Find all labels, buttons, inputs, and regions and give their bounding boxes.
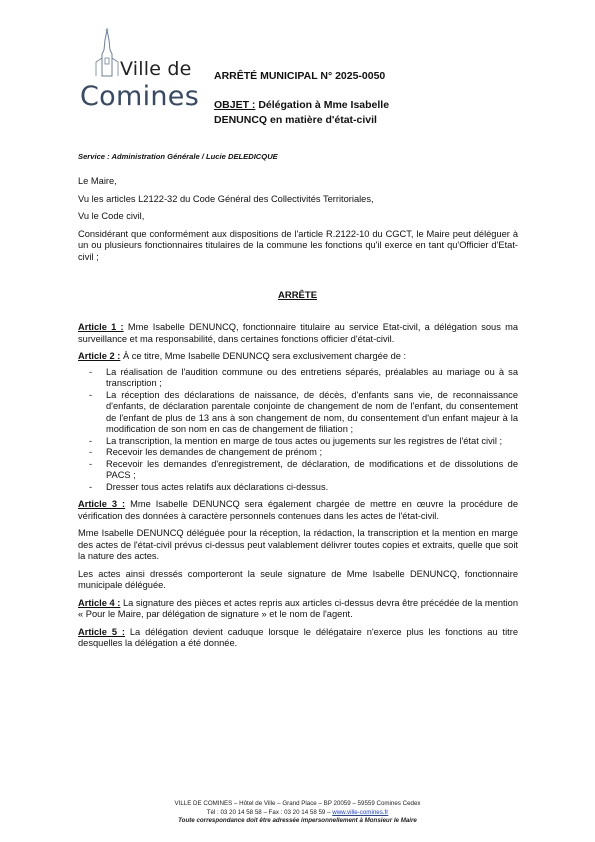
vu-cgct: Vu les articles L2122-32 du Code Général des Collectivités Territoriales,: [78, 193, 374, 204]
list-item: - Recevoir les demandes d'enregistrement, de déclaration, de modifications et de dissolutions de PACS ;: [78, 459, 518, 482]
article-4: [78, 598, 518, 621]
considerant: Considérant que conformément aux dispositions de l'article R.2122-10 du CGCT, le Maire peut déléguer à un ou plusieurs fonctionnaires titulaires de la commune les fonctions qu'il exerce en tant qu'Officier d'Etat-civil ;: [78, 228, 518, 262]
paragraph-delegation: Mme Isabelle DENUNCQ déléguée pour la réception, la rédaction, la transcription et la mention en marge des actes de l'état-civil prévus ci-dessus peut valablement délivrer toutes copies et extraits, quelle que soit la nature des actes.: [78, 528, 518, 561]
article-1: [78, 322, 518, 345]
subject-label: OBJET :: [214, 99, 256, 111]
church-steeple-icon: [92, 28, 122, 78]
articles: [78, 322, 518, 656]
vu-code-civil: Vu le Code civil,: [78, 211, 145, 221]
footer-contact: [0, 809, 595, 818]
website-link[interactable]: www.ville-comines.fr: [332, 808, 389, 816]
service-line: Service : Administration Générale / Lucie DELEDICQUE: [78, 152, 278, 161]
list-item: - Recevoir les demandes de changement de prénom ;: [78, 447, 518, 459]
footer-phone-fax: Tél : 03 20 14 58 58 – Fax : 03 20 14 58 59 –: [206, 808, 333, 816]
article-5: [78, 627, 518, 650]
article-5-label: Article 5 :: [78, 626, 125, 637]
preamble: [78, 176, 518, 269]
article-2: [78, 351, 518, 363]
article-3-text: Mme Isabelle DENUNCQ sera également chargée de mettre en œuvre la procédure de vérification des données à caractère personnels contenues dans les actes de l'état-civil.: [78, 499, 518, 521]
maire-line: Le Maire,: [78, 176, 117, 186]
paragraph-signature: Les actes ainsi dressés comporteront la seule signature de Mme Isabelle DENUNCQ, fonctionnaire municipale déléguée.: [78, 568, 518, 590]
article-5-text: La délégation devient caduque lorsque le délégataire n'exerce plus les fonctions au titre desquelles la délégation a été donnée.: [78, 626, 518, 648]
list-item: - La réalisation de l'audition commune ou des entretiens séparés, préalables au mariage ou à sa transcription ;: [78, 367, 518, 390]
decree-subject: [214, 98, 444, 128]
list-item: - Dresser tous actes relatifs aux déclarations ci-dessus.: [78, 482, 518, 494]
article-1-text: Mme Isabelle DENUNCQ, fonctionnaire titulaire au service Etat-civil, a délégation sous ma surveillance et ma responsabilité, dans certaines fonctions officier d'état-civil.: [78, 322, 518, 344]
article-1-label: Article 1 :: [78, 322, 124, 332]
article-4-text: La signature des pièces et actes repris aux articles ci-dessus devra être précédée de la mention « Pour le Maire, par délégation de signature » et le nom de l'agent.: [78, 597, 518, 619]
article-2-text: À ce titre, Mme Isabelle DENUNCQ sera exclusivement chargée de :: [120, 351, 407, 361]
logo-line-comines: Comines: [80, 81, 200, 112]
list-item: - La réception des déclarations de naissance, de décès, d'enfants sans vie, de reconnaissance d'enfants, de déclaration parentale conjointe de changement de nom de l'enfant, du consentement de l'enfant de plus de 13 ans à son changement de nom, du consentement d'un enfant majeur à la modification de son nom en cas de changement de filiation ;: [78, 390, 518, 436]
article-3: [78, 499, 518, 522]
logo-line-ville: Ville de: [120, 58, 192, 80]
footer-address: VILLE DE COMINES – Hôtel de Ville – Grand Place – BP 20059 – 59559 Comines Cedex: [174, 800, 421, 807]
city-logo: [80, 28, 200, 112]
article-4-label: Article 4 :: [78, 597, 121, 608]
page-footer: [0, 800, 595, 826]
decree-title: ARRÊTÉ MUNICIPAL N° 2025-0050: [214, 70, 386, 82]
list-item: - La transcription, la mention en marge de tous actes ou jugements sur les registres de l'état civil ;: [78, 436, 518, 448]
footer-note: Toute correspondance doit être adressée impersonnellement à Monsieur le Maire: [178, 817, 417, 824]
arrete-heading: ARRÊTE: [277, 290, 318, 301]
article-2-list: [78, 367, 518, 494]
article-2-label: Article 2 :: [78, 351, 121, 361]
subject-text: Délégation à Mme Isabelle DENUNCQ en matière d'état-civil: [214, 99, 390, 126]
article-3-label: Article 3 :: [78, 499, 126, 509]
